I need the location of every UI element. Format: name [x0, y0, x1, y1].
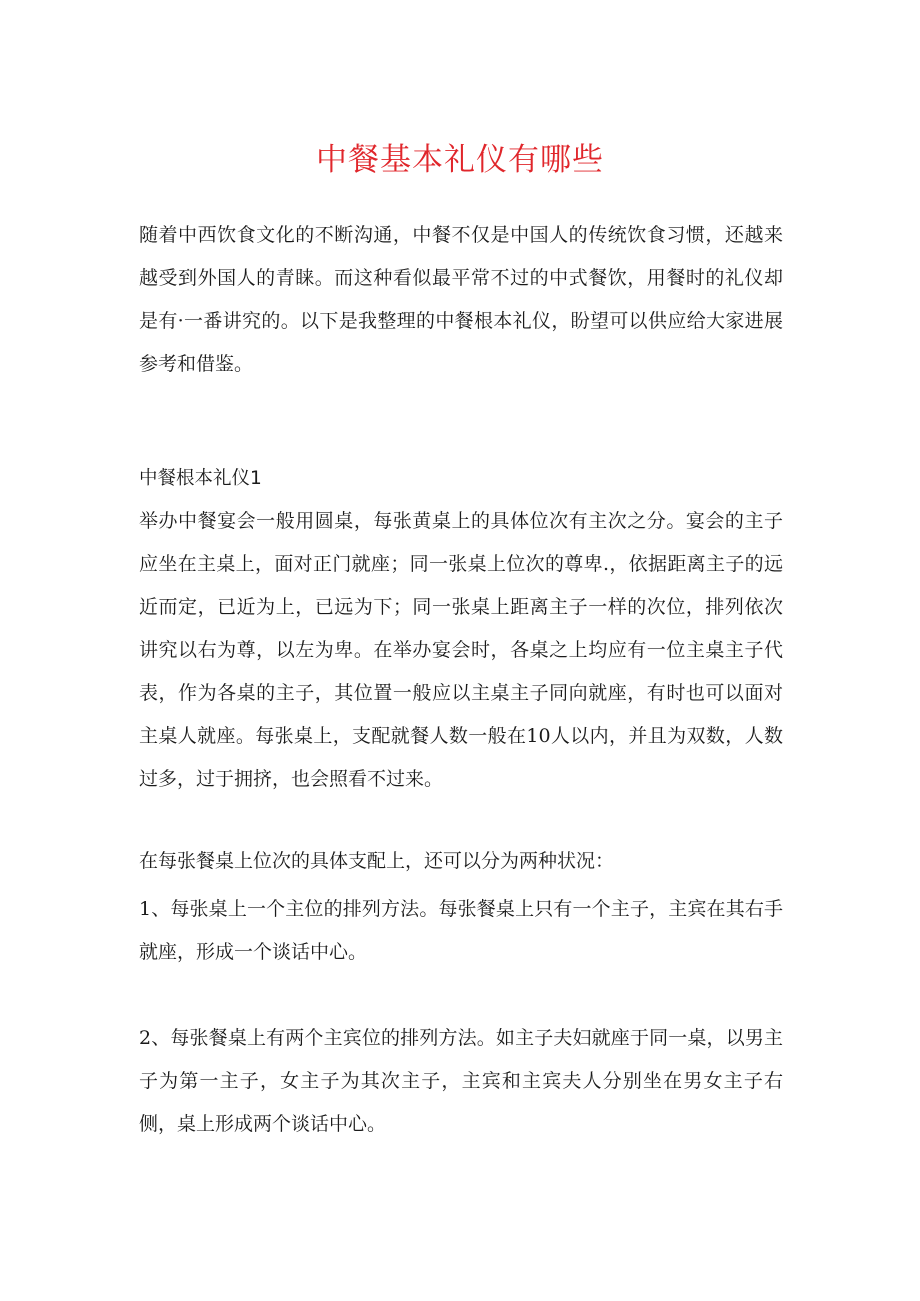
section-heading: 中餐根本礼仪1	[139, 468, 262, 489]
document-title: 中餐基本礼仪有哪些	[316, 142, 604, 178]
body-paragraph: 2、每张餐桌上有两个主宾位的排列方法。如主子夫妇就座于同一桌，以男主子为第一主子，女主子为其次主子，主宾和主宾夫人分别坐在男女主子右侧，桌上形成两个谈话中心。	[139, 1027, 783, 1135]
intro-paragraph: 随着中西饮食文化的不断沟通，中餐不仅是中国人的传统饮食习惯，还越来越受到外国人的青睐。而这种看似最平常不过的中式餐饮，用餐时的礼仪却是有·一番讲究的。以下是我整理的中餐根本礼仪，盼望可以供应给大家进展参考和借鉴。	[139, 224, 783, 375]
body-paragraph: 1、每张桌上一个主位的排列方法。每张餐桌上只有一个主子，主宾在其右手就座，形成一个谈话中心。	[139, 898, 783, 963]
body-paragraph: 在每张餐桌上位次的具体支配上，还可以分为两种状况：	[139, 850, 615, 872]
body-paragraph: 举办中餐宴会一般用圆桌，每张黄桌上的具体位次有主次之分。宴会的主子应坐在主桌上，面对正门就座；同一张桌上位次的尊卑.，依据距离主子的远近而定，已近为上，已远为下；同一张桌上距离主子一样的次位，排列依次讲究以右为尊，以左为卑。在举办宴会时，各桌之上均应有一位主桌主子代表，作为各桌的主子，其位置一般应以主桌主子同向就座，有时也可以面对主桌人就座。每张桌上，支配就餐人数一般在10人以内，并且为双数，人数过多，过于拥挤，也会照看不过来。	[139, 510, 783, 790]
